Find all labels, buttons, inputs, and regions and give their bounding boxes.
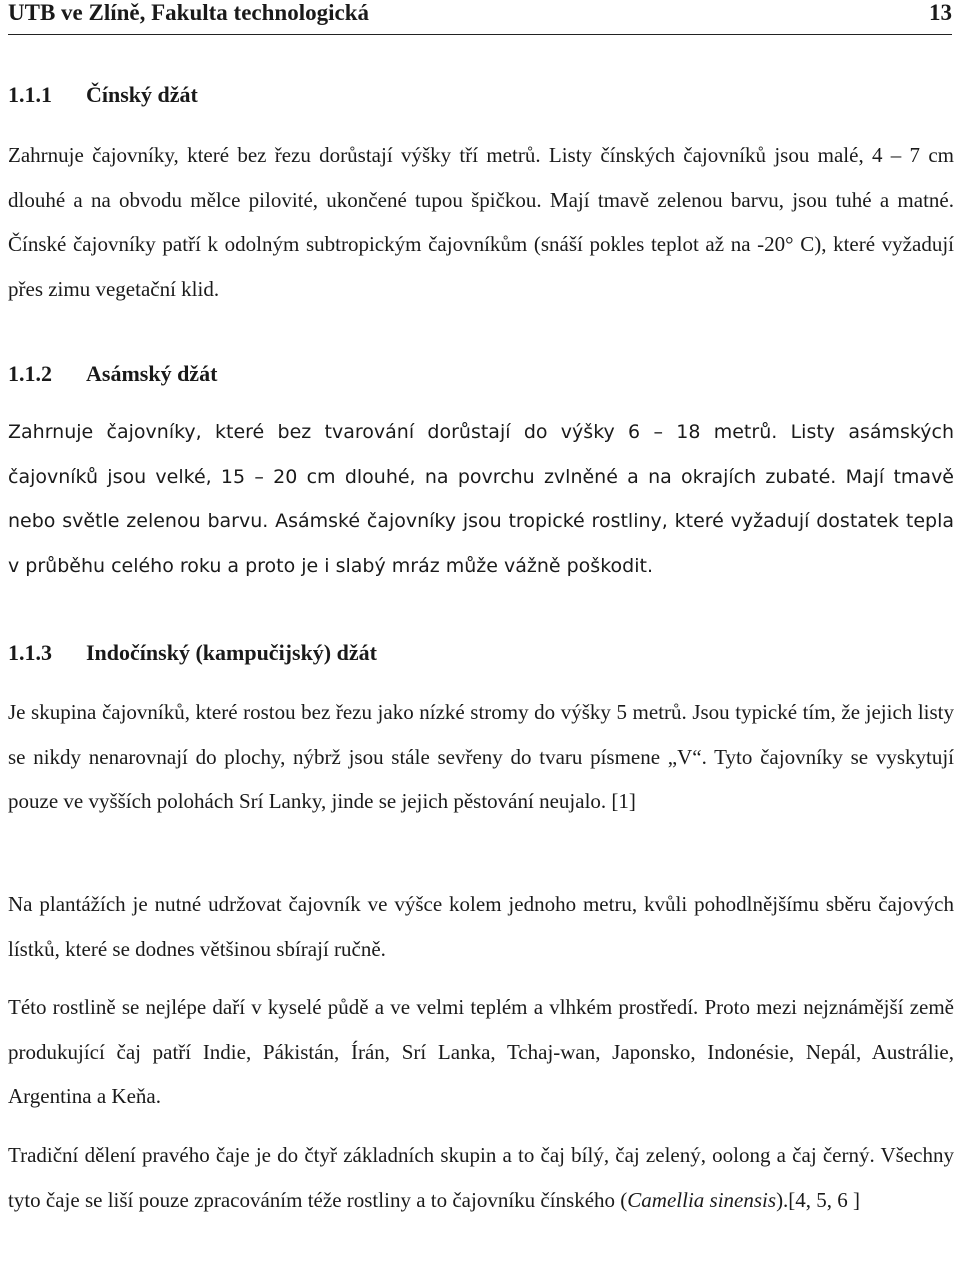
citation: ).[4, 5, 6 ] xyxy=(776,1187,861,1212)
section-number: 1.1.2 xyxy=(8,361,52,386)
section-number: 1.1.3 xyxy=(8,640,52,665)
section-title: Indočínský (kampučijský) džát xyxy=(86,640,377,665)
page-header xyxy=(8,0,952,35)
species-name: Camellia sinensis xyxy=(627,1187,777,1212)
paragraph: Zahrnuje čajovníky, které bez řezu dorůstají výšky tří metrů. Listy čínských čajovníků jsou malé, 4 – 7 cm dlouhé a na obvodu mělce pilovité, ukončené tupou špičkou. Mají tmavě zelenou barvu, jsou tuhé a matné. Čínské čajovníky patří k odolným subtropickým čajovníkům (snáší pokles teplot až na -20° C), které vyžadují přes zimu vegetační klid. xyxy=(8,143,954,301)
section-title: Čínský džát xyxy=(86,82,198,107)
section-number: 1.1.1 xyxy=(8,82,52,107)
section-heading xyxy=(8,82,198,108)
paragraph: Zahrnuje čajovníky, které bez tvarování dorůstají do výšky 6 – 18 metrů. Listy asámských čajovníků jsou velké, 15 – 20 cm dlouhé, na povrchu zvlněné a na okrajích zubaté. Mají tmavě nebo světle zelenou barvu. Asámské čajovníky jsou tropické rostliny, které vyžadují dostatek tepla v průběhu celého roku a proto je i slabý mráz může vážně poškodit. xyxy=(8,421,954,577)
section-heading xyxy=(8,640,377,666)
section-title: Asámský džát xyxy=(86,361,218,386)
paragraph: Této rostlině se nejlépe daří v kyselé půdě a ve velmi teplém a vlhkém prostředí. Proto mezi nejznámější země produkující čaj patří Indie, Pákistán, Írán, Srí Lanka, Tchaj-wan, Japonsko, Indonésie, Nepál, Austrálie, Argentina a Keňa. xyxy=(8,995,954,1108)
paragraph xyxy=(8,1133,954,1222)
section-heading xyxy=(8,361,217,387)
page-number: 13 xyxy=(929,0,952,25)
paragraph: Na plantážích je nutné udržovat čajovník ve výšce kolem jednoho metru, kvůli pohodlnějšímu sběru čajových lístků, které se dodnes většinou sbírají ručně. xyxy=(8,892,954,961)
paragraph: Je skupina čajovníků, které rostou bez řezu jako nízké stromy do výšky 5 metrů. Jsou typické tím, že jejich listy se nikdy nenarovnají do plochy, nýbrž jsou stále sevřeny do tvaru písmene „V“. Tyto čajovníky se vyskytují pouze ve vyšších polohách Srí Lanky, jinde se jejich pěstování neujalo. [1] xyxy=(8,700,954,813)
header-title: UTB ve Zlíně, Fakulta technologická xyxy=(8,0,369,25)
paragraph-text: Tradiční dělení pravého čaje je do čtyř základních skupin a to čaj bílý, čaj zelený, oolong a čaj černý. Všechny tyto čaje se liší pouze zpracováním téže rostliny a to čajovníku čínského ( xyxy=(8,1143,954,1212)
